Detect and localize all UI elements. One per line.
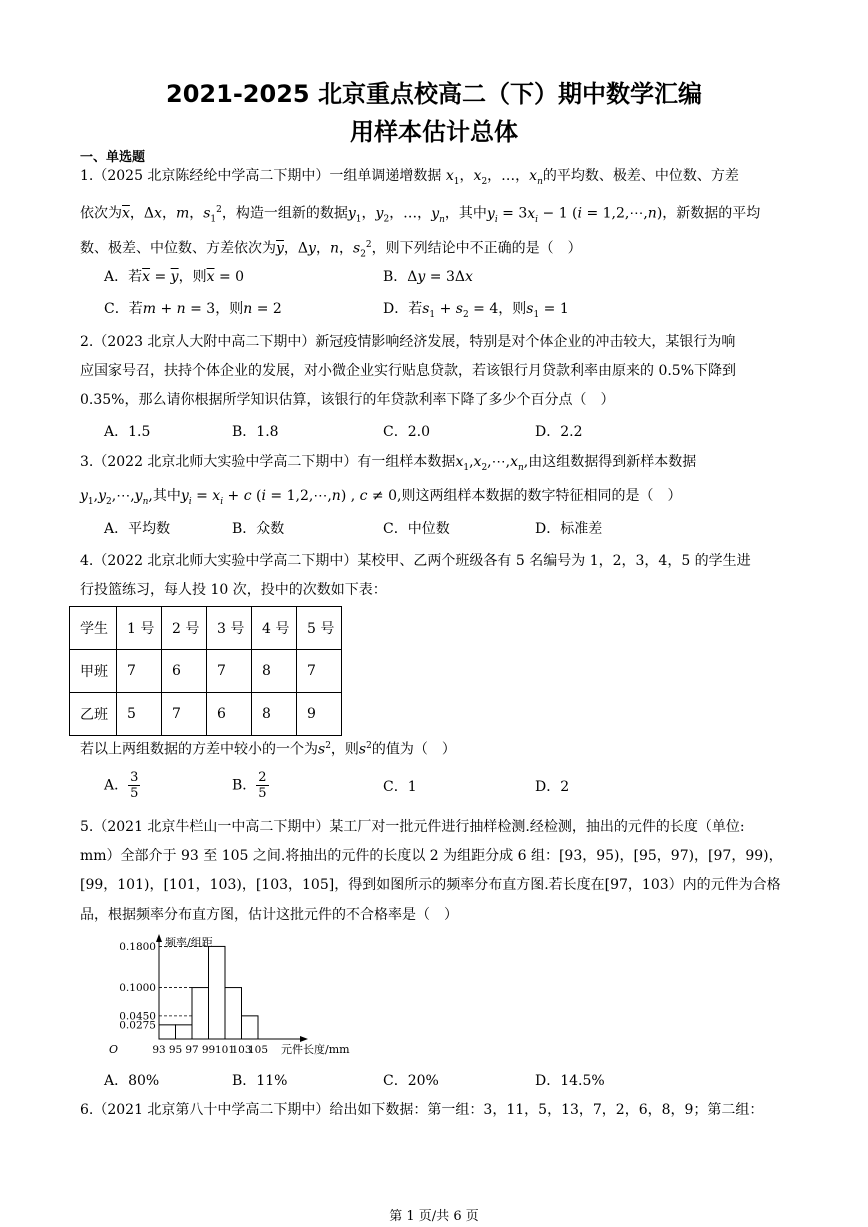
table-cell: 8 [252,650,297,693]
x-tick-label: 97 [185,1044,199,1056]
q3-option-a[interactable]: A．平均数 [104,521,171,537]
y-tick-label: 0.1000 [119,982,156,995]
table-cell: 7 [207,650,252,693]
histogram-bar [242,1016,259,1039]
table-cell: 5 [117,693,162,736]
y-tick-label: 0.0275 [119,1019,156,1032]
q4-option-b[interactable]: B． $\frac{2}{5}$ [232,770,267,801]
q5-line2: mm）全部介于 93 至 105 之间.将抽出的元件的长度以 2 为组距分成 6 组：[93，95)，[95，97)，[97，99)， [80,848,783,864]
histogram-bar [209,946,226,1039]
q5-line3: [99，101)，[101，103)，[103，105]，得到如图所示的频率分布直方图.若长度在[97，103）内的元件为合格 [80,877,781,893]
x-axis-label: 元件长度/mm [281,1043,350,1056]
q4-line1: 4.（2022 北京北师大实验中学高二下期中）某校甲、乙两个班级各有 5 名编号为 1，2，3，4，5 的学生进 [80,553,751,569]
q4-option-a[interactable]: A． $\frac{3}{5}$ [104,770,139,801]
table-row [70,693,342,736]
q3-option-b[interactable]: B．众数 [232,521,285,537]
table-cell: 8 [252,693,297,736]
x-tick-label: 95 [168,1044,183,1056]
q1-option-c[interactable]: C．若m + n = 3，则n = 2 [104,301,282,317]
q2-option-a[interactable]: A．1.5 [104,424,151,440]
table-cell: 6 [162,650,207,693]
page-footer: 第 1 页/共 6 页 [389,1209,479,1224]
q4-line2: 行投篮练习，每人投 10 次，投中的次数如下表： [80,582,387,598]
histogram-bar [159,1025,176,1039]
table-cell: 甲班 [70,650,117,693]
q5-option-d[interactable]: D．14.5% [535,1073,605,1089]
y-axis-arrow [156,934,162,942]
q2-option-b[interactable]: B．1.8 [232,424,279,440]
q1-option-a[interactable]: A．若$\overline{x} = \overline{y}$，则$\overline{x} = 0$ [104,269,245,285]
x-tick-label: 105 [247,1044,269,1056]
score-table [69,606,342,736]
q2-line1: 2.（2023 北京人大附中高二下期中）新冠疫情影响经济发展，特别是对个体企业的冲击较大，某银行为响 [80,334,736,350]
q1-option-d[interactable]: D．若$s_1 + s_2 = 4$，则$s_1 = 1$ [383,301,569,320]
table-cell: 4 号 [252,607,297,650]
table-cell: 7 [297,650,342,693]
section-heading: 一、单选题 [80,150,146,165]
table-cell: 乙班 [70,693,117,736]
origin-label: O [109,1043,119,1056]
table-row [70,650,342,693]
q4-option-c[interactable]: C．1 [383,779,417,795]
table-cell: 3 号 [207,607,252,650]
q1-line2: 依次为$\overline{x}$，Δx，m，$s_1^2$，构造一组新的数据$y_1$，$y_2$，…，$y_n$，其中$y_i = 3x_i - 1$ (i = 1,2,⋯,n)，新数据的平均 [80,205,761,225]
q3-line1: 3.（2022 北京北师大实验中学高二下期中）有一组样本数据$x_1,x_2,\cdots,x_n$,由这组数据得到新样本数据 [80,454,697,473]
q1-line1: 1.（2025 北京陈经纶中学高二下期中）一组单调递增数据 $x_1$，$x_2$，…，$x_n$的平均数、极差、中位数、方差 [80,168,739,187]
q2-line3: 0.35%，那么请你根据所学知识估算，该银行的年贷款利率下降了多少个百分点（ ） [80,392,615,408]
q5-option-c[interactable]: C．20% [383,1073,439,1089]
histogram-bar [225,988,242,1039]
table-cell: 学生 [70,607,117,650]
table-header-row [70,607,342,650]
q5-option-b[interactable]: B．11% [232,1073,288,1089]
page-title: 2021-2025 北京重点校高二（下）期中数学汇编 [166,80,702,108]
table-cell: 6 [207,693,252,736]
q6-line1: 6.（2021 北京第八十中学高二下期中）给出如下数据：第一组：3，11，5，13，7，2，6，8，9；第二组： [80,1102,764,1118]
table-cell: 9 [297,693,342,736]
x-tick-label: 101 [214,1044,236,1056]
x-tick-label: 93 [152,1044,166,1056]
q2-line2: 应国家号召，扶持个体企业的发展，对小微企业实行贴息贷款，若该银行月贷款利率由原来的 0.5%下降到 [80,363,737,379]
q1-line3: 数、极差、中位数、方差依次为$\overline{y}$，Δy，n，$s_2^2$，则下列结论中不正确的是（ ） [80,240,582,260]
q5-line4: 品，根据频率分布直方图，估计这批元件的不合格率是（ ） [80,907,458,923]
q3-option-c[interactable]: C．中位数 [383,521,450,537]
q4-question: 若以上两组数据的方差中较小的一个为$s^2$，则$s^2$的值为（ ） [80,741,456,758]
q4-option-d[interactable]: D．2 [535,779,570,795]
table-cell: 2 号 [162,607,207,650]
histogram-bar [176,1025,193,1039]
q5-line1: 5.（2021 北京牛栏山一中高二下期中）某工厂对一批元件进行抽样检测.经检测，抽出的元件的长度（单位: [80,819,745,835]
q2-option-d[interactable]: D．2.2 [535,424,583,440]
table-cell: 5 号 [297,607,342,650]
q2-option-c[interactable]: C．2.0 [383,424,430,440]
x-tick-label: 99 [201,1044,216,1056]
y-tick-label: 0.1800 [119,940,156,953]
table-cell: 7 [117,650,162,693]
q5-option-a[interactable]: A．80% [104,1073,160,1089]
q1-option-b[interactable]: B．Δy = 3Δx [383,269,473,285]
y-tick-label: 0.0450 [119,1010,156,1023]
y-axis-label: 频率/组距 [165,936,213,949]
table-cell: 1 号 [117,607,162,650]
x-axis-arrow [300,1036,308,1042]
histogram-bar [192,988,209,1039]
table-cell: 7 [162,693,207,736]
frequency-histogram [74,934,374,1060]
page-subtitle: 用样本估计总体 [350,118,518,146]
x-tick-label: 103 [231,1044,252,1056]
q3-line2: $y_1,y_2,\cdots,y_n$,其中$y_i = x_i + c$ (i = 1,2,⋯,n) , c ≠ 0,则这两组样本数据的数字特征相同的是（ ） [80,488,682,507]
q3-option-d[interactable]: D．标准差 [535,521,603,537]
